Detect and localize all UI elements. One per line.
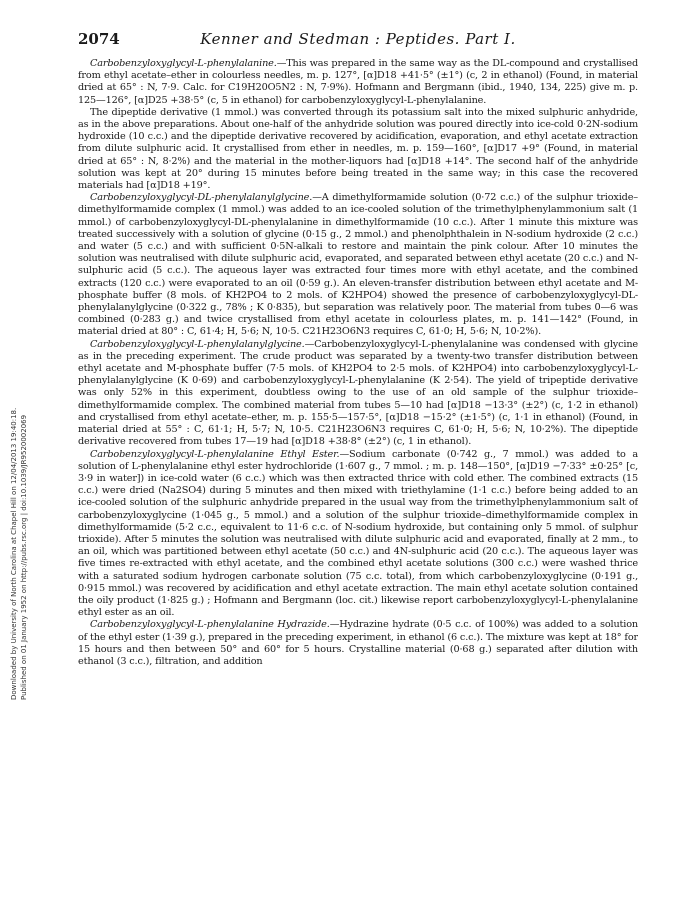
running-title: Kenner and Stedman : Peptides. Part I. — [200, 30, 516, 48]
paragraph — [78, 58, 638, 107]
paragraph-text: —Carbobenzyloxyglycyl-L-phenylalanine was condensed with glycine as in the preceding experiment. The crude product was separated by a twenty-two transfer distribution between ethyl acetate and M-phosphate buffer (7·5 mols. of KH2PO4 to 2·5 mols. of K2HPO4) into carbobenzyloxyglycyl-L-phenylalanylglycine (K 0·69) and carbobenzyloxyglycyl-L-phenylalanine (K 2·54). The yield of tripeptide derivative was only 52% in this experiment, doubtless owing to the use of an old sample of the sulphur trioxide–dimethylformamide complex. The combined material from tubes 5—10 had [α]D18 −13·3° (±2°) (c, 1·2 in ethanol) and crystallised from ethyl acetate–ether, m. p. 155·5—157·5°, [α]D18 −15·2° (±1·5°) (c, 1·1 in ethanol) (Found, in material dried at 55° : C, 61·1; H, 5·7; N, 10·5. C21H23O6N3 requires C, 61·0; H, 5·6; N, 10·2%). The dipeptide derivative recovered from tubes 17—19 had [α]D18 +38·8° (±2°) (c, 1 in ethanol). — [78, 338, 638, 448]
paragraph-heading: Carbobenzyloxyglycyl-L-phenylalanine Hydrazide. — [90, 619, 330, 631]
paragraph — [78, 339, 638, 449]
article-body — [78, 58, 638, 906]
paragraph — [78, 192, 638, 338]
paragraph-text: —A dimethylformamide solution (0·72 c.c.) of the sulphur trioxide–dimethylformamide complex (1 mmol.) was added to an ice-cooled solution of the trimethylphenylammonium salt (1 mmol.) of carbobenzyloxyglycyl-DL-phenylalanine in dimethylformamide (10 c.c.). After 1 minute this mixture was treated successively with a solution of glycine (0·15 g., 2 mmol.) and phenolphthalein in N-sodium hydroxide (2 c.c.) and water (5 c.c.) and with sufficient 0·5N-alkali to restore and maintain the pink colour. After 10 minutes the solution was neutralised with dilute sulphuric acid, evaporated, and separated between ethyl acetate (20 c.c.) and N-sulphuric acid (5 c.c.). The aqueous layer was extracted four times more with ethyl acetate, and the combined extracts (120 c.c.) were evaporated to an oil (0·59 g.). An eleven-transfer distribution between ethyl acetate and M-phosphate buffer (8 mols. of KH2PO4 to 2 mols. of K2HPO4) showed the presence of carbobenzyloxyglycyl-DL-phenylalanylglycine (0·322 g., 78% ; K 0·835), but separation was relatively poor. The material from tubes 0—6 was combined (0·283 g.) and twice crystallised from ethyl acetate in colourless plates, m. p. 141—142° (Found, in material dried at 80° : C, 61·4; H, 5·6; N, 10·5. C21H23O6N3 requires C, 61·0; H, 5·6; N, 10·2%). — [78, 192, 638, 338]
paragraph-text: —This was prepared in the same way as the DL-compound and crystallised from ethyl acetate–ether in colourless needles, m. p. 127°, [α]D18 +41·5° (±1°) (c, 2 in ethanol) (Found, in material dried at 65° : N, 7·9. Calc. for C19H20O5N2 : N, 7·9%). Hofmann and Bergmann (ibid., 1940, 134, 225) give m. p. 125—126°, [α]D25 +38·5° (c, 5 in ethanol) for carbobenzyloxyglycyl-L-phenylalanine. — [78, 58, 638, 106]
running-head — [78, 30, 638, 50]
paragraph — [78, 619, 638, 668]
paragraph-text: —Sodium carbonate (0·742 g., 7 mmol.) was added to a solution of L-phenylalanine ethyl ester hydrochloride (1·607 g., 7 mmol. ; m. p. 148—150°, [α]D19 −7·33° ±0·25° [c, 3·9 in water]) in ice-cold water (6 c.c.) which was then extracted thrice with cold ether. The combined extracts (15 c.c.) were dried (Na2SO4) during 5 minutes and then mixed with triethylamine (1·1 c.c.) before being added to an ice-cooled solution of the sulphuric anhydride prepared in the usual way from the trimethylphenylammonium salt of carbobenzyloxyglycine (1·045 g., 5 mmol.) and a solution of the sulphur trioxide–dimethylformamide complex in dimethylformamide (5·2 c.c., equivalent to 11·6 c.c. of N-sodium hydroxide, but containing only 5 mmol. of sulphur trioxide). After 5 minutes the solution was neutralised with dilute sulphuric acid and evaporated, finally at 2 mm., to an oil, which was partitioned between ethyl acetate (50 c.c.) and 4N-sulphuric acid (20 c.c.). The aqueous layer was five times re-extracted with ethyl acetate, and the combined ethyl acetate solutions (300 c.c.) were washed thrice with a saturated sodium hydrogen carbonate solution (75 c.c. total), from which carbobenzyloxyglycine (0·191 g., 0·915 mmol.) was recovered by acidification and ethyl acetate extraction. The main ethyl acetate solution contained the oily product (1·825 g.) ; Hofmann and Bergmann (loc. cit.) likewise report carbobenzyloxyglycyl-L-phenylalanine ethyl ester as an oil. — [78, 448, 638, 619]
page-number: 2074 — [78, 30, 120, 48]
publication-notice: Published on 01 January 1952 on http://pubs.rsc.org | doi:10.1039/JR9520002069 — [20, 414, 28, 700]
paragraph-heading: Carbobenzyloxyglycyl-L-phenylalanine Ethyl Ester. — [90, 448, 340, 460]
paragraph-text: The dipeptide derivative (1 mmol.) was converted through its potassium salt into the mixed sulphuric anhydride, as in the above preparations. About one-half of the anhydride solution was poured directly into ice-cold 0·2N-sodium hydroxide (10 c.c.) and the dipeptide derivative recovered by acidification, evaporation, and ethyl acetate extraction from dilute sulphuric acid. It crystallised from ether in needles, m. p. 159—160°, [α]D17 +9° (Found, in material dried at 65° : N, 8·2%) and the material in the mother-liquors had [α]D18 +14°. The second half of the anhydride solution was kept at 20° during 15 minutes before being treated in the same way; in this case the recovered materials had [α]D18 +19°. — [78, 106, 638, 192]
paragraph-heading: Carbobenzyloxyglycyl-DL-phenylalanylglycine. — [90, 192, 313, 204]
download-notice: Downloaded by University of North Carolina at Chapel Hill on 12/04/2013 19:40:18. — [10, 407, 18, 700]
paragraph-heading: Carbobenzyloxyglycyl-L-phenylalanine. — [90, 58, 277, 69]
paragraph-heading: Carbobenzyloxyglycyl-L-phenylalanylglycine. — [90, 338, 305, 350]
paragraph — [78, 107, 638, 192]
paragraph — [78, 449, 638, 620]
download-watermark — [9, 200, 29, 700]
paragraph-text: —Hydrazine hydrate (0·5 c.c. of 100%) was added to a solution of the ethyl ester (1·39 g.), prepared in the preceding experiment, in ethanol (6 c.c.). The mixture was kept at 18° for 15 hours and then between 50° and 60° for 5 hours. Crystalline material (0·68 g.) separated after dilution with ethanol (3 c.c.), filtration, and addition — [78, 619, 638, 667]
